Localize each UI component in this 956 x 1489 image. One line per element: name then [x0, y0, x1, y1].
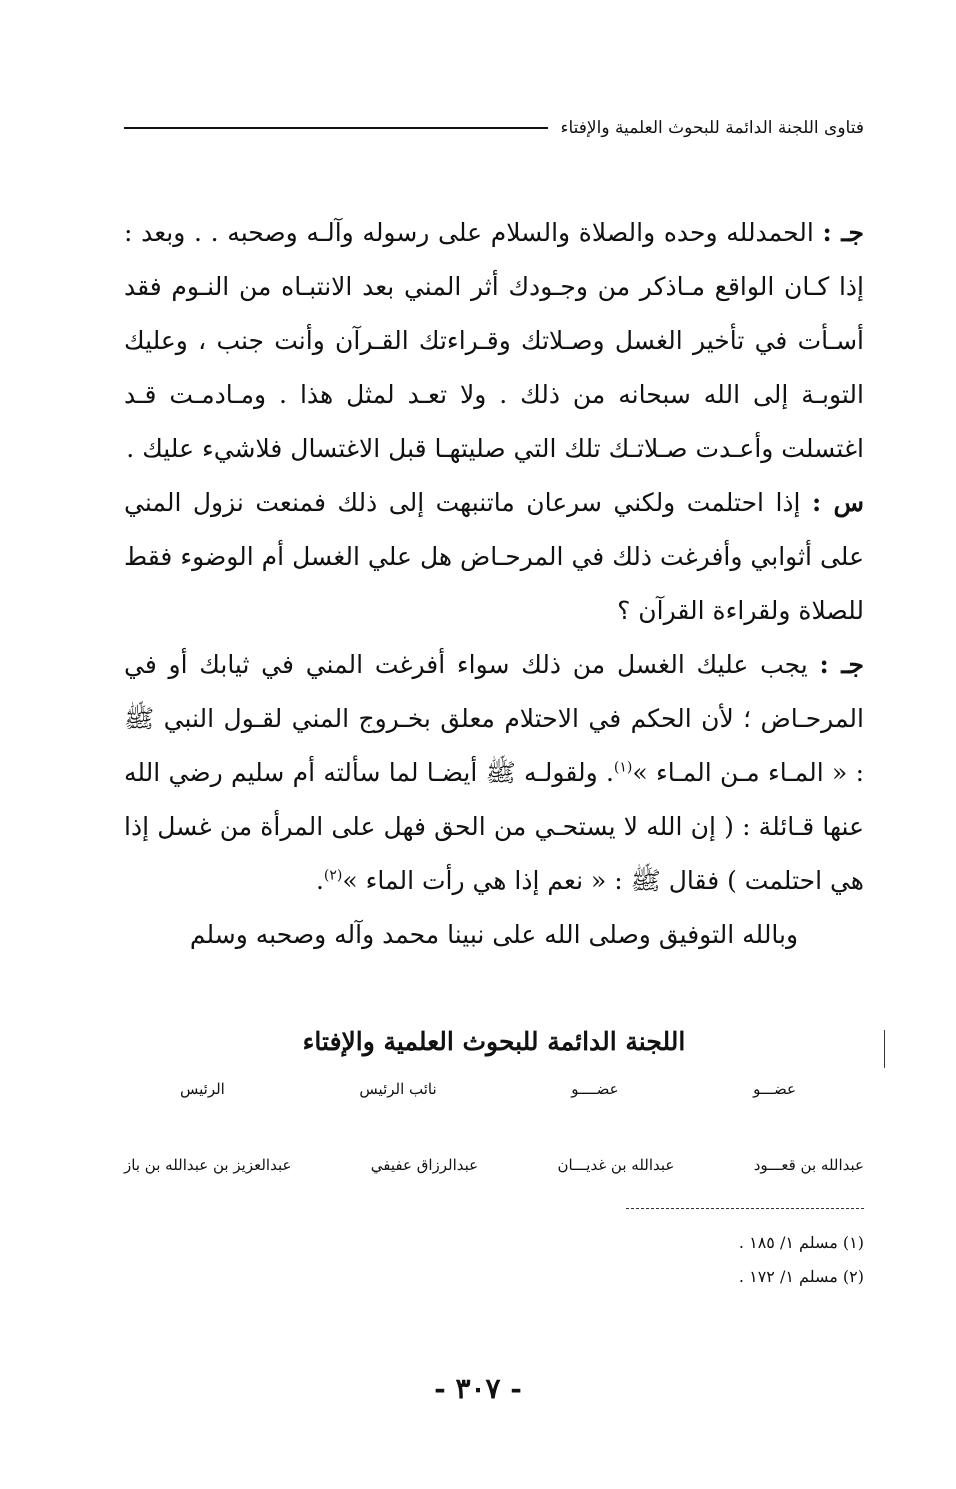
question-marker: س :: [812, 488, 864, 517]
margin-bracket-mark: [884, 1030, 885, 1068]
answer-marker: جـ :: [822, 218, 865, 247]
answer-paragraph-1: [124, 206, 864, 476]
role-member-1: عضـــو: [753, 1080, 796, 1098]
question-paragraph-2: [124, 476, 864, 638]
running-header: [124, 118, 864, 138]
signatory-name-4: عبدالعزيز بن عبدالله بن باز: [124, 1156, 292, 1174]
signatory-roles: [124, 1080, 864, 1098]
answer-text-part-2: . ولقولـه ﷺ أيضـا لما سألته أم سليم رضي الله عنها قـائلة : ( إن الله لا يستحـي من الحق فهل على المرأة من غسل إذا هي احتلمت ) فقال ﷺ : « نعم إذا هي رأت الماء »: [124, 758, 864, 895]
signatory-name-2: عبدالله بن غديـــان: [557, 1156, 675, 1174]
answer-paragraph-2: [124, 638, 864, 908]
header-rule: [124, 127, 548, 129]
role-member-2: عضــــو: [571, 1080, 619, 1098]
answer-marker: جـ :: [819, 650, 864, 679]
committee-title: اللجنة الدائمة للبحوث العلمية والإفتاء: [302, 1027, 686, 1056]
signatory-name-1: عبدالله بن قعـــود: [753, 1156, 864, 1174]
answer-text: الحمدلله وحده والصلاة والسلام على رسوله وآلـه وصحبه . . وبعد : إذا كـان الواقع مـاذكر من وجـودك أثر المني بعد الانتبـاه من النـوم فقد أسـأت في تأخير الغسل وصـلاتك وقـراءتك القـرآن وأنت جنب ، وعليك التوبـة إلى الله سبحانه من ذلك . ولا تعـد لمثل هذا . ومـادمـت قـد اغتسلت وأعـدت صـلاتـك تلك التي صليتهـا قبل الاغتسال فلاشيء عليك .: [124, 218, 864, 463]
footnote-ref-2[interactable]: (٢): [323, 867, 343, 884]
signatory-names: [124, 1156, 864, 1174]
closing-line: وبالله التوفيق وصلى الله على نبينا محمد وآله وصحبه وسلم: [189, 920, 799, 949]
footnote-ref-1[interactable]: (١): [613, 759, 633, 776]
role-vice-president: نائب الرئيس: [359, 1080, 437, 1098]
footnote-separator: [626, 1208, 864, 1209]
signatory-name-3: عبدالرزاق عفيفي: [370, 1156, 479, 1174]
footnote-2: (٢) مسلم ١/ ١٧٢ .: [738, 1267, 864, 1286]
answer-text-part-1: يجب عليك الغسل من ذلك سواء أفرغت المني في ثيابك أو في المرحـاض ؛ لأن الحكم في الاحتلام معلق بخـروج المني لقـول النبي ﷺ : « المـاء مـن المـاء »: [124, 650, 864, 787]
main-text: [124, 206, 864, 962]
footnotes: [464, 1226, 864, 1294]
footnote-1: (١) مسلم ١/ ١٨٥ .: [738, 1233, 864, 1252]
answer-text-part-3: .: [315, 866, 324, 895]
role-president: الرئيس: [180, 1080, 225, 1098]
question-text: إذا احتلمت ولكني سرعان ماتنبهت إلى ذلك فمنعت نزول المني على أثوابي وأفرغت ذلك في المرحـاض هل علي الغسل أم الوضوء فقط للصلاة ولقراءة القرآن ؟: [124, 488, 864, 625]
page-number: - ٣٠٧ -: [434, 1372, 522, 1405]
header-title: فتاوى اللجنة الدائمة للبحوث العلمية والإفتاء: [560, 118, 864, 138]
